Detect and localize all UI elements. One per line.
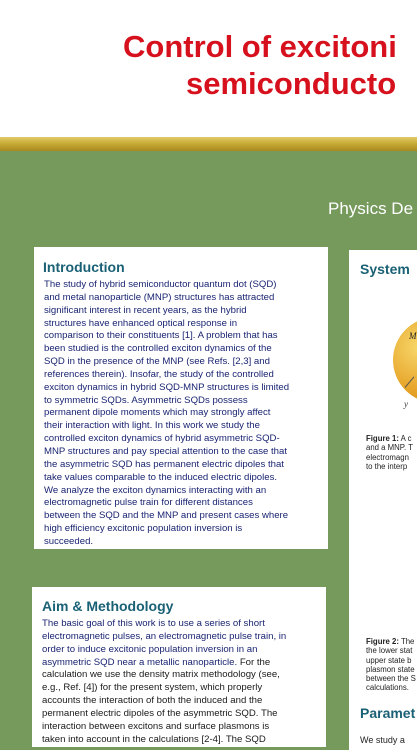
aim-line: electromagnetic pulses, an electromagnetic pulse train, in (42, 630, 287, 642)
introduction-line: structures have enhanced optical response in (44, 317, 238, 329)
caption-text: electromagn (366, 452, 409, 462)
aim-line: interaction between excitons and surface plasmons is (42, 720, 270, 732)
introduction-line: MNP structures and pay special attention to the case that (44, 445, 288, 457)
aim-line: accounts the interaction of both the induced and the (42, 695, 263, 707)
introduction-line: succeeded. (44, 535, 94, 547)
caption-line (366, 646, 417, 655)
caption-line (366, 665, 417, 674)
caption-text: between the S (366, 674, 416, 684)
aim-line-method-part: For the (237, 656, 271, 668)
aim-line-goal-part: asymmetric SQD near a metallic nanoparticle. (42, 656, 238, 668)
metal-nanoparticle-sphere (393, 317, 417, 403)
caption-text: upper state b (366, 655, 412, 665)
caption-text: calculations. (366, 683, 409, 693)
aim-line: e.g., Ref. [4]) for the present system, which properly (42, 682, 263, 694)
y-axis-label: y (404, 399, 408, 409)
system-panel (349, 250, 417, 750)
aim-line: taken into account in the calculations [2-4]. The SQD (42, 733, 266, 745)
introduction-line: references therein). Insofar, the study of the controlled (44, 368, 274, 380)
caption-line (366, 434, 417, 443)
caption-text: The (398, 637, 415, 646)
aim-methodology-heading: Aim & Methodology (42, 598, 174, 614)
figure-1-caption (366, 434, 417, 471)
header-gold-band (0, 137, 417, 151)
system-heading: System (360, 261, 410, 277)
aim-line: calculation we use the density matrix methodology (see, (42, 669, 280, 681)
caption-line (366, 674, 417, 683)
caption-text: and a MNP. T (366, 443, 413, 453)
caption-text: plasmon state (366, 664, 415, 674)
caption-figure-label: Figure 1: (366, 434, 399, 443)
introduction-panel (34, 247, 328, 549)
parameters-text: We study a (360, 735, 405, 745)
poster-header (0, 0, 417, 137)
caption-line (366, 462, 417, 471)
aim-methodology-body (42, 618, 322, 746)
aim-line: The basic goal of this work is to use a series of short (42, 618, 265, 629)
caption-text: the lower stat (366, 646, 413, 656)
introduction-body (44, 279, 322, 549)
caption-line (366, 453, 417, 462)
sphere-label: M (409, 331, 417, 341)
caption-line (366, 656, 417, 665)
introduction-line: exciton dynamics in hybrid SQD-MNP structures is limited (44, 381, 290, 393)
aim-line (42, 657, 322, 670)
introduction-line: significant interest in recent years, as the hybrid (44, 304, 247, 316)
poster-title-line2: semiconducto (186, 66, 397, 101)
introduction-line: take values comparable to the induced electric dipoles. (44, 471, 278, 483)
caption-line (366, 637, 417, 646)
introduction-heading: Introduction (43, 259, 125, 275)
introduction-line: their interaction with light. In this work we study the (44, 420, 260, 432)
introduction-line: the asymmetric SQD has permanent electric dipoles that (44, 458, 284, 470)
caption-line (366, 683, 417, 692)
aim-line: permanent electric dipoles of the asymmetric SQD. The (42, 707, 278, 719)
introduction-line: We analyze the exciton dynamics interacting with an (44, 484, 267, 496)
introduction-line: The study of hybrid semiconductor quantum dot (SQD) (44, 279, 277, 290)
introduction-line: comparison to their constituents [1]. A problem that has (44, 330, 278, 342)
parameters-heading: Paramet (360, 705, 416, 721)
introduction-line: been studied is the controlled exciton dynamics of the (44, 343, 272, 355)
introduction-line: controlled exciton dynamics of hybrid asymmetric SQD- (44, 433, 280, 445)
introduction-line: electromagnetic pulse train for different distances (44, 497, 253, 509)
poster-title-line1: Control of excitoni (123, 29, 397, 64)
caption-figure-label: Figure 2: (366, 637, 399, 646)
caption-text: to the interp (366, 461, 408, 471)
introduction-line: high efficiency excitonic population inversion is (44, 523, 243, 535)
figure-2-caption (366, 637, 417, 693)
aim-methodology-panel (32, 587, 326, 747)
introduction-line: permanent dipole moments which may strongly affect (44, 407, 271, 419)
introduction-line: to symmetric SQDs. Asymmetric SQDs possess (44, 394, 248, 406)
caption-text: A c (398, 434, 412, 443)
introduction-line: SQD in the presence of the MNP (see Refs. [2,3] and (44, 356, 270, 368)
introduction-line: between the SQD and the MNP and present cases where (44, 510, 289, 522)
department-label: Physics De (328, 199, 414, 218)
aim-line: order to induce excitonic population inversion in an (42, 643, 258, 655)
caption-line (366, 443, 417, 452)
introduction-line: and metal nanoparticle (MNP) structures has attracted (44, 291, 275, 303)
